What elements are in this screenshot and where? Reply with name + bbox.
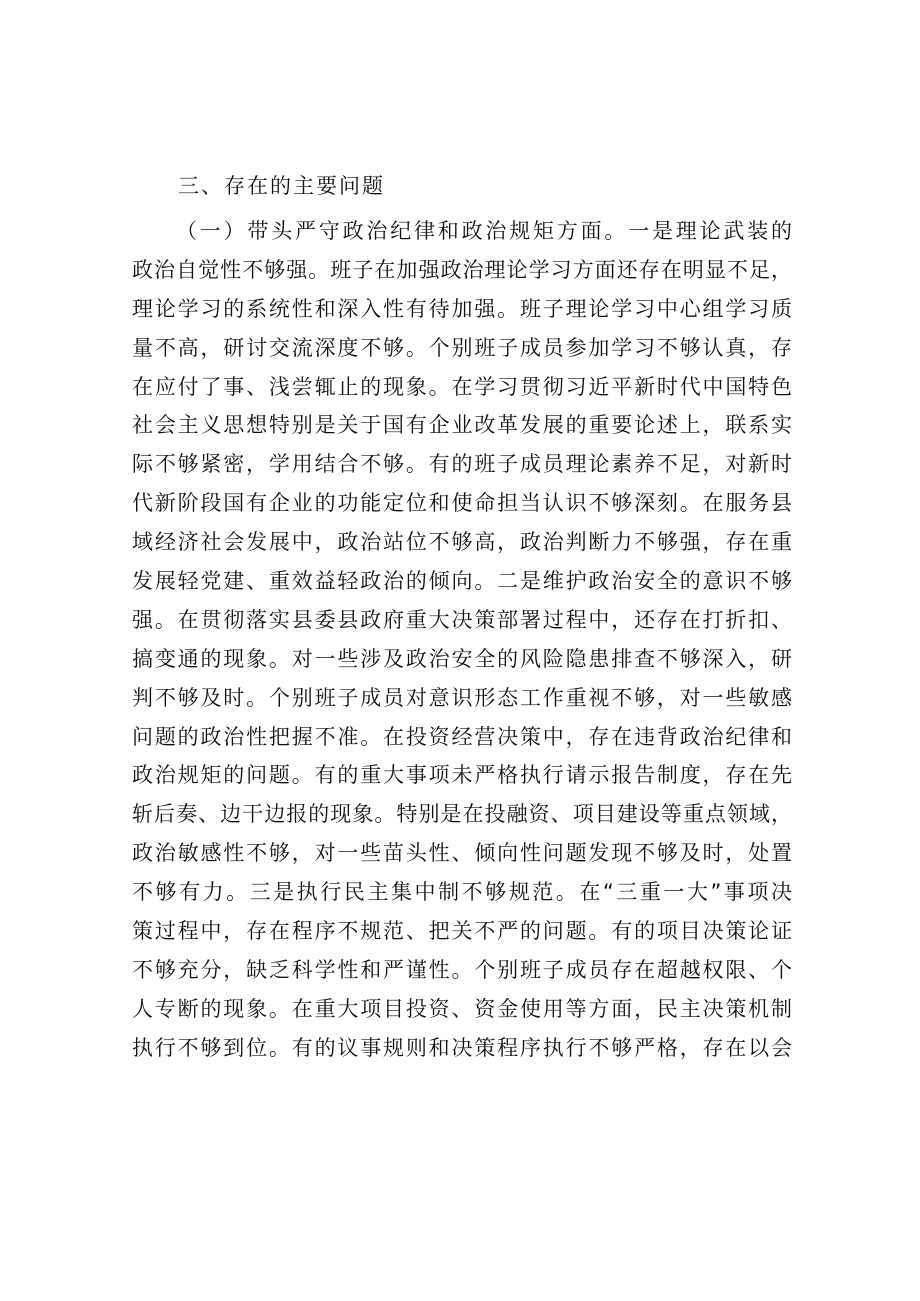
paragraph-line: 斩后奏、边干边报的现象。特别是在投融资、项目建设等重点领域， <box>132 802 792 827</box>
paragraph-line: 执行不够到位。有的议事规则和决策程序执行不够严格，存在以会 <box>132 1035 792 1060</box>
paragraph-line: 政治敏感性不够，对一些苗头性、倾向性问题发现不够及时，处置 <box>132 841 792 866</box>
section-heading: 三、存在的主要问题 <box>178 174 385 198</box>
paragraph-line: 人专断的现象。在重大项目投资、资金使用等方面，民主决策机制 <box>132 996 792 1021</box>
paragraph-line: 搞变通的现象。对一些涉及政治安全的风险隐患排查不够深入，研 <box>132 646 792 671</box>
paragraph-line: 策过程中，存在程序不规范、把关不严的问题。有的项目决策论证 <box>132 919 792 944</box>
paragraph-line: 际不够紧密，学用结合不够。有的班子成员理论素养不足，对新时 <box>132 452 792 477</box>
paragraph-line: 域经济社会发展中，政治站位不够高，政治判断力不够强，存在重 <box>132 530 792 555</box>
paragraph-line: 政治规矩的问题。有的重大事项未严格执行请示报告制度，存在先 <box>132 763 792 788</box>
paragraph-line: 不够充分，缺乏科学性和严谨性。个别班子成员存在超越权限、个 <box>132 957 792 982</box>
paragraph-line: 问题的政治性把握不准。在投资经营决策中，存在违背政治纪律和 <box>132 724 792 749</box>
paragraph-line: 发展轻党建、重效益轻政治的倾向。二是维护政治安全的意识不够 <box>132 569 792 594</box>
paragraph-line: 代新阶段国有企业的功能定位和使命担当认识不够深刻。在服务县 <box>132 491 792 516</box>
paragraph-line: （一）带头严守政治纪律和政治规矩方面。一是理论武装的 <box>176 219 792 243</box>
paragraph-line: 理论学习的系统性和深入性有待加强。班子理论学习中心组学习质 <box>132 296 792 321</box>
body-paragraph <box>132 212 792 1068</box>
paragraph-line: 政治自觉性不够强。班子在加强政治理论学习方面还存在明显不足， <box>132 257 792 282</box>
paragraph-line: 判不够及时。个别班子成员对意识形态工作重视不够，对一些敏感 <box>132 685 792 710</box>
paragraph-line: 在应付了事、浅尝辄止的现象。在学习贯彻习近平新时代中国特色 <box>132 374 792 399</box>
paragraph-line: 不够有力。三是执行民主集中制不够规范。在“三重一大”事项决 <box>132 880 792 905</box>
paragraph-line: 量不高，研讨交流深度不够。个别班子成员参加学习不够认真，存 <box>132 335 792 360</box>
paragraph-line: 强。在贯彻落实县委县政府重大决策部署过程中，还存在打折扣、 <box>132 607 792 632</box>
paragraph-line: 社会主义思想特别是关于国有企业改革发展的重要论述上，联系实 <box>132 413 792 438</box>
